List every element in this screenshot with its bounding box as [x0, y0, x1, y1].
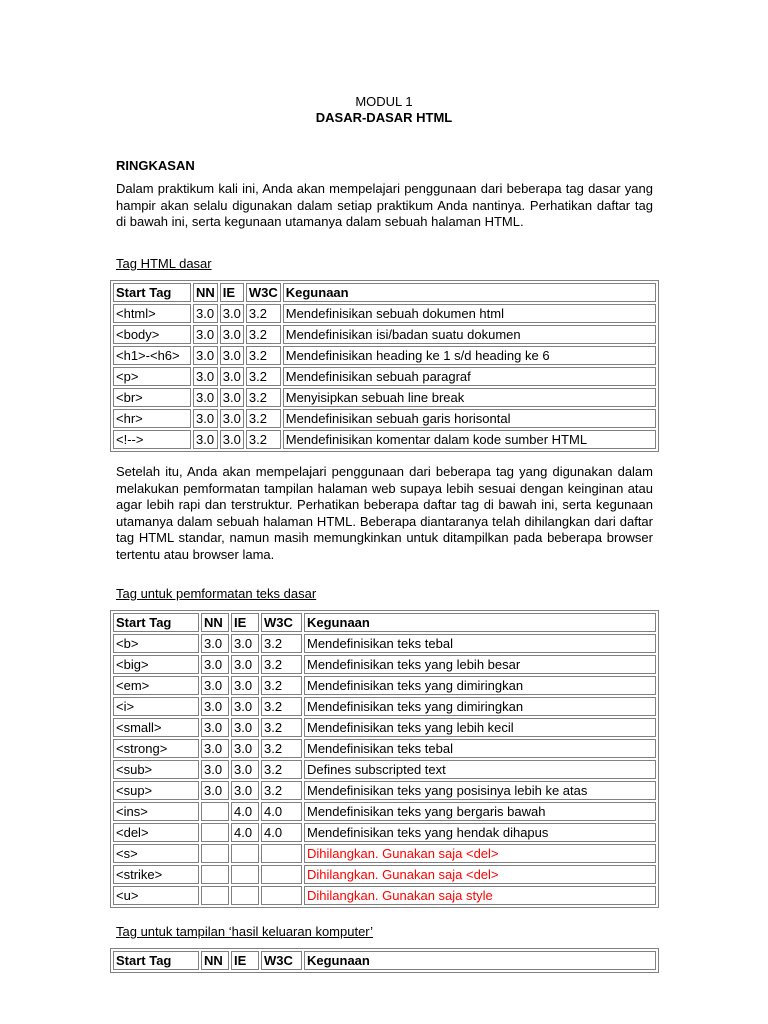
- cell-w3c: 3.2: [261, 634, 302, 653]
- cell-kegunaan: Mendefinisikan isi/badan suatu dokumen: [283, 325, 656, 344]
- cell-start-tag: <small>: [113, 718, 199, 737]
- cell-kegunaan: Mendefinisikan teks yang dimiringkan: [304, 676, 656, 695]
- cell-nn: 3.0: [201, 718, 229, 737]
- cell-nn: 3.0: [201, 634, 229, 653]
- cell-nn: 3.0: [201, 760, 229, 779]
- section-heading-ringkasan: RINGKASAN: [116, 158, 195, 173]
- column-header-kegunaan: Kegunaan: [304, 613, 656, 632]
- intro-paragraph: Dalam praktikum kali ini, Anda akan mempelajari penggunaan dari beberapa tag dasar yang hampir akan selalu digunakan dalam setiap praktikum Anda nantinya. Perhatikan daftar tag di bawah ini, serta kegunaan utamanya dalam sebuah halaman HTML.: [116, 181, 653, 229]
- table-row: [113, 325, 656, 344]
- table1-caption: Tag HTML dasar: [116, 256, 212, 271]
- cell-ie: 3.0: [220, 409, 244, 428]
- cell-start-tag: <u>: [113, 886, 199, 905]
- cell-start-tag: <sup>: [113, 781, 199, 800]
- table3-caption: Tag untuk tampilan ‘hasil keluaran komputer’: [116, 924, 374, 939]
- cell-ie: 3.0: [220, 388, 244, 407]
- column-header-ie: IE: [220, 283, 244, 302]
- cell-start-tag: <h1>-<h6>: [113, 346, 191, 365]
- cell-w3c: 3.2: [261, 697, 302, 716]
- table-row: [113, 388, 656, 407]
- cell-start-tag: <body>: [113, 325, 191, 344]
- cell-nn: 3.0: [201, 739, 229, 758]
- cell-kegunaan: Defines subscripted text: [304, 760, 656, 779]
- cell-kegunaan: Dihilangkan. Gunakan saja style: [304, 886, 656, 905]
- column-header-w3c: W3C: [261, 951, 302, 970]
- cell-ie: 3.0: [231, 634, 259, 653]
- paragraph-formatting: Setelah itu, Anda akan mempelajari penggunaan dari beberapa tag yang digunakan dalam melakukan pemformatan tampilan halaman web supaya lebih sesuai dengan keinginan atau agar lebih rapi dan terstruktur. Perhatikan beberapa daftar tag di bawah ini, serta kegunaan utamanya dalam sebuah halaman HTML. Beberapa diantaranya telah dihilangkan dari daftar tag HTML standar, namun masih memungkinkan untuk ditampilkan pada beberapa browser tertentu atau browser lama.: [116, 464, 653, 562]
- cell-nn: 3.0: [193, 388, 218, 407]
- cell-ie: 4.0: [231, 823, 259, 842]
- cell-start-tag: <ins>: [113, 802, 199, 821]
- cell-nn: [201, 886, 229, 905]
- table-pemformatan-teks: [110, 610, 659, 908]
- cell-w3c: 3.2: [246, 430, 281, 449]
- cell-start-tag: <strike>: [113, 865, 199, 884]
- cell-kegunaan: Dihilangkan. Gunakan saja <del>: [304, 865, 656, 884]
- cell-nn: [201, 865, 229, 884]
- cell-kegunaan: Mendefinisikan heading ke 1 s/d heading ke 6: [283, 346, 656, 365]
- cell-nn: [201, 802, 229, 821]
- cell-w3c: [261, 844, 302, 863]
- cell-w3c: 3.2: [246, 388, 281, 407]
- cell-kegunaan: Mendefinisikan teks tebal: [304, 634, 656, 653]
- column-header-nn: NN: [201, 613, 229, 632]
- table-row: [113, 886, 656, 905]
- cell-nn: 3.0: [201, 781, 229, 800]
- cell-ie: 3.0: [220, 367, 244, 386]
- cell-start-tag: <del>: [113, 823, 199, 842]
- cell-w3c: 3.2: [246, 304, 281, 323]
- cell-kegunaan: Mendefinisikan teks yang lebih besar: [304, 655, 656, 674]
- cell-ie: 3.0: [220, 346, 244, 365]
- cell-ie: 3.0: [231, 676, 259, 695]
- cell-w3c: 3.2: [261, 739, 302, 758]
- column-header-nn: NN: [193, 283, 218, 302]
- table-row: [113, 634, 656, 653]
- column-header-ie: IE: [231, 613, 259, 632]
- table-row: [113, 844, 656, 863]
- cell-ie: [231, 886, 259, 905]
- cell-kegunaan: Mendefinisikan sebuah garis horisontal: [283, 409, 656, 428]
- cell-kegunaan: Mendefinisikan sebuah paragraf: [283, 367, 656, 386]
- table-row: [113, 304, 656, 323]
- cell-kegunaan: Menyisipkan sebuah line break: [283, 388, 656, 407]
- column-header-kegunaan: Kegunaan: [304, 951, 656, 970]
- cell-w3c: 3.2: [246, 325, 281, 344]
- cell-ie: 3.0: [231, 655, 259, 674]
- column-header-start-tag: Start Tag: [113, 613, 199, 632]
- cell-nn: 3.0: [201, 676, 229, 695]
- cell-nn: [201, 844, 229, 863]
- cell-w3c: 3.2: [261, 718, 302, 737]
- table-row: [113, 865, 656, 884]
- table-header-row: [113, 283, 656, 302]
- table-html-dasar: [110, 280, 659, 452]
- cell-ie: 3.0: [231, 718, 259, 737]
- cell-start-tag: <em>: [113, 676, 199, 695]
- cell-kegunaan: Mendefinisikan sebuah dokumen html: [283, 304, 656, 323]
- table-hasil-keluaran: [110, 948, 659, 973]
- column-header-start-tag: Start Tag: [113, 283, 191, 302]
- cell-kegunaan: Mendefinisikan teks tebal: [304, 739, 656, 758]
- cell-w3c: 3.2: [246, 367, 281, 386]
- cell-start-tag: <i>: [113, 697, 199, 716]
- cell-start-tag: <!-->: [113, 430, 191, 449]
- cell-nn: 3.0: [193, 430, 218, 449]
- cell-start-tag: <sub>: [113, 760, 199, 779]
- cell-start-tag: <hr>: [113, 409, 191, 428]
- table-row: [113, 676, 656, 695]
- cell-w3c: 3.2: [261, 676, 302, 695]
- cell-ie: 3.0: [231, 781, 259, 800]
- cell-ie: [231, 844, 259, 863]
- cell-ie: 3.0: [231, 697, 259, 716]
- column-header-w3c: W3C: [246, 283, 281, 302]
- cell-start-tag: <strong>: [113, 739, 199, 758]
- cell-w3c: 4.0: [261, 823, 302, 842]
- cell-ie: [231, 865, 259, 884]
- table-header-row: [113, 951, 656, 970]
- cell-start-tag: <html>: [113, 304, 191, 323]
- column-header-w3c: W3C: [261, 613, 302, 632]
- cell-ie: 3.0: [220, 304, 244, 323]
- column-header-nn: NN: [201, 951, 229, 970]
- column-header-ie: IE: [231, 951, 259, 970]
- table-row: [113, 781, 656, 800]
- cell-w3c: 4.0: [261, 802, 302, 821]
- cell-w3c: 3.2: [261, 781, 302, 800]
- cell-w3c: [261, 865, 302, 884]
- table-row: [113, 823, 656, 842]
- cell-ie: 3.0: [231, 739, 259, 758]
- table-row: [113, 430, 656, 449]
- cell-nn: 3.0: [193, 325, 218, 344]
- cell-nn: 3.0: [201, 655, 229, 674]
- cell-w3c: 3.2: [261, 760, 302, 779]
- cell-kegunaan: Mendefinisikan komentar dalam kode sumber HTML: [283, 430, 656, 449]
- table-row: [113, 718, 656, 737]
- cell-ie: 3.0: [231, 760, 259, 779]
- cell-start-tag: <big>: [113, 655, 199, 674]
- table-row: [113, 655, 656, 674]
- cell-start-tag: <b>: [113, 634, 199, 653]
- cell-ie: 4.0: [231, 802, 259, 821]
- page-title: DASAR-DASAR HTML: [315, 110, 453, 125]
- cell-start-tag: <p>: [113, 367, 191, 386]
- cell-nn: [201, 823, 229, 842]
- table-header-row: [113, 613, 656, 632]
- table2-caption: Tag untuk pemformatan teks dasar: [116, 586, 317, 601]
- cell-nn: 3.0: [201, 697, 229, 716]
- cell-start-tag: <s>: [113, 844, 199, 863]
- cell-kegunaan: Mendefinisikan teks yang posisinya lebih ke atas: [304, 781, 656, 800]
- cell-nn: 3.0: [193, 346, 218, 365]
- table-row: [113, 802, 656, 821]
- cell-w3c: 3.2: [246, 409, 281, 428]
- cell-kegunaan: Mendefinisikan teks yang dimiringkan: [304, 697, 656, 716]
- cell-nn: 3.0: [193, 304, 218, 323]
- cell-w3c: 3.2: [246, 346, 281, 365]
- cell-w3c: [261, 886, 302, 905]
- modul-label: MODUL 1: [355, 94, 413, 109]
- table-row: [113, 409, 656, 428]
- cell-nn: 3.0: [193, 409, 218, 428]
- column-header-start-tag: Start Tag: [113, 951, 199, 970]
- table-row: [113, 367, 656, 386]
- cell-ie: 3.0: [220, 325, 244, 344]
- cell-kegunaan: Mendefinisikan teks yang lebih kecil: [304, 718, 656, 737]
- cell-kegunaan: Mendefinisikan teks yang hendak dihapus: [304, 823, 656, 842]
- column-header-kegunaan: Kegunaan: [283, 283, 656, 302]
- cell-nn: 3.0: [193, 367, 218, 386]
- cell-kegunaan: Mendefinisikan teks yang bergaris bawah: [304, 802, 656, 821]
- cell-w3c: 3.2: [261, 655, 302, 674]
- table-row: [113, 739, 656, 758]
- cell-ie: 3.0: [220, 430, 244, 449]
- cell-start-tag: <br>: [113, 388, 191, 407]
- table-row: [113, 697, 656, 716]
- table-row: [113, 346, 656, 365]
- cell-kegunaan: Dihilangkan. Gunakan saja <del>: [304, 844, 656, 863]
- table-row: [113, 760, 656, 779]
